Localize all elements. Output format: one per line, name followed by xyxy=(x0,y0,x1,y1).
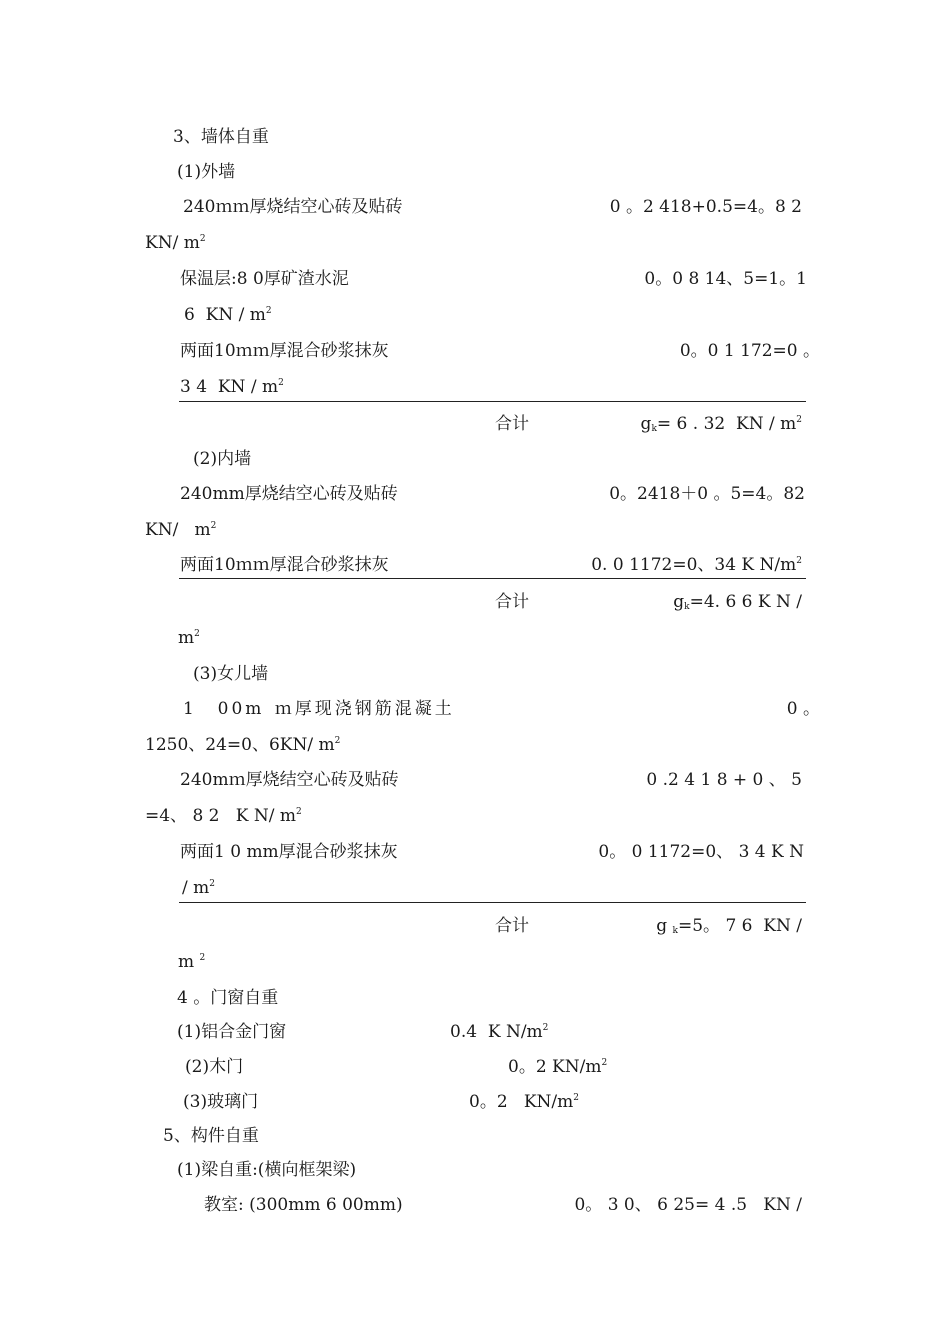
parapet-heading: (3)女儿墙 xyxy=(193,664,269,684)
classroom-formula: 0。 3 0、 6 25= 4 .5 KN / xyxy=(574,1195,802,1215)
parapet-concrete-desc: 1 00m ｍ厚现浇钢筋混凝土 xyxy=(183,699,455,719)
outer-wall-heading: (1)外墙 xyxy=(177,162,236,182)
glass-door-value: 0。2 $KN/m^2$ xyxy=(469,1092,580,1112)
inner-plaster-desc: 两面10ｍｍ厚混合砂浆抹灰 xyxy=(180,555,389,575)
aluminum-window-label: (1)铝合金门窗 xyxy=(177,1022,287,1042)
parapet-plaster-formula: 0。 0 1172=0、 3 4 K N xyxy=(598,842,804,862)
outer-divider xyxy=(179,401,806,402)
aluminum-window-value: 0.4 K $N/m^2$ xyxy=(450,1022,549,1042)
outer-brick-unit: KN/ $m^2$ xyxy=(145,233,206,253)
wood-door-value: 0。2 $KN/m^2$ xyxy=(508,1057,608,1077)
outer-insulation-desc: 保温层:8 0厚矿渣水泥 xyxy=(180,269,349,289)
parapet-total-unit: m $^2$ xyxy=(178,952,206,972)
glass-door-label: (3)玻璃门 xyxy=(183,1092,259,1112)
outer-total-label: 合计 xyxy=(495,414,529,434)
outer-insulation-unit: 6 KN / $m^2$ xyxy=(184,305,272,325)
inner-divider xyxy=(179,578,806,579)
inner-brick-desc: 240mm厚烧结空心砖及贴砖 xyxy=(180,484,398,504)
parapet-brick-cont: =4、 8 2 K N/ $m^2$ xyxy=(145,806,302,826)
parapet-plaster-unit: / $m^2$ xyxy=(182,878,215,898)
inner-brick-unit: KN/ $m^2$ xyxy=(145,520,217,540)
parapet-plaster-desc: 两面1 0 mm厚混合砂浆抹灰 xyxy=(180,842,398,862)
outer-plaster-desc: 两面10ｍｍ厚混合砂浆抹灰 xyxy=(180,341,389,361)
outer-plaster-formula: 0。0 1 172=0 。 xyxy=(679,341,820,361)
section5-title: 5、构件自重 xyxy=(163,1126,259,1146)
parapet-divider xyxy=(179,902,806,903)
parapet-brick-formula: 0 .2 4 1 8 + 0 、 5 xyxy=(646,770,802,790)
classroom-label: 教室: (300mm 6 00mm) xyxy=(204,1195,403,1215)
section3-title: 3、墙体自重 xyxy=(173,127,269,147)
inner-total-label: 合计 xyxy=(495,592,529,612)
wood-door-label: (2)木门 xyxy=(185,1057,244,1077)
inner-plaster-formula: 0. 0 1172=0、34 K $N/m^2$ xyxy=(591,555,802,575)
outer-insulation-formula: 0。0 8 14、5=1。1 xyxy=(644,269,807,289)
section4-title: 4 。门窗自重 xyxy=(177,988,279,1008)
inner-total-unit: $m^2$ xyxy=(178,628,200,648)
inner-brick-formula: 0。2418＋0 。5=4。82 xyxy=(609,484,805,504)
inner-wall-heading: (2)内墙 xyxy=(193,449,252,469)
outer-brick-desc: 240ｍｍ厚烧结空心砖及贴砖 xyxy=(183,197,403,217)
outer-brick-formula: 0 。2 418+0.5=4。8 2 xyxy=(609,197,802,217)
parapet-concrete-cont: 1250、24=0、6KN/ $m^2$ xyxy=(145,735,341,755)
inner-total-value: $g_k=4$. 6 6 K N / xyxy=(673,592,802,612)
parapet-brick-desc: 240mｍ厚烧结空心砖及贴砖 xyxy=(180,770,399,790)
outer-total-value: $g_k= 6$ . 32 KN / $m^2$ xyxy=(640,414,802,434)
parapet-total-label: 合计 xyxy=(495,916,529,936)
parapet-total-value: g $_k$=5。 7 6 KN / xyxy=(656,916,802,936)
outer-plaster-unit: 3 4 KN / $m^2$ xyxy=(180,377,284,397)
parapet-concrete-formula: 0 。 xyxy=(786,699,820,719)
beam-heading: (1)梁自重:(横向框架梁) xyxy=(177,1160,357,1180)
